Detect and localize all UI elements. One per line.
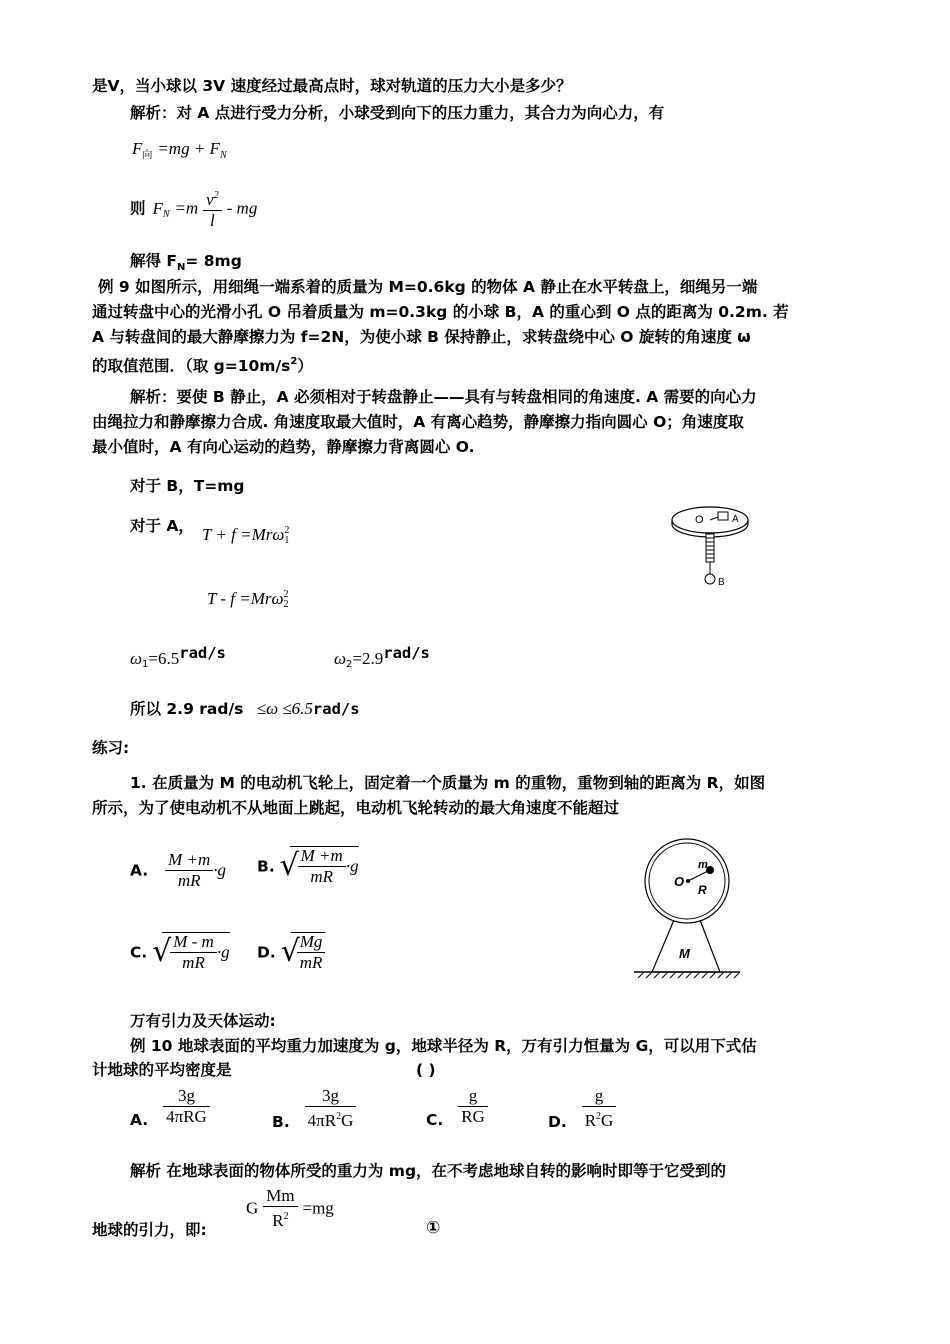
eq-prefix: 则 — [130, 199, 146, 218]
frac-num: 3g — [305, 1086, 357, 1107]
option-letter: C. — [130, 943, 148, 962]
option-fraction — [165, 850, 213, 891]
equation-a1 — [202, 524, 289, 546]
equation-a2 — [207, 588, 289, 610]
eq-sup: 2 — [284, 524, 290, 536]
frac-den: mR — [310, 867, 334, 886]
frac-den-sup: 2 — [596, 1111, 602, 1122]
eq-sub: N — [162, 209, 170, 220]
option-letter: D. — [257, 943, 276, 962]
option-d — [257, 932, 325, 973]
result-text: 解得 F — [130, 252, 177, 270]
option-b — [257, 846, 359, 887]
practice-q1-line-1: 1. 在质量为 M 的电动机飞轮上，固定着一个质量为 m 的重物，重物到轴的距离为 R，如图 — [130, 774, 766, 792]
block-a — [718, 512, 728, 520]
practice-q1-line-2: 所示，为了使电动机不从地面上跳起，电动机飞轮转动的最大角速度不能超过 — [92, 799, 620, 817]
analysis9-line-3: 最小值时，A 有向心运动的趋势，静摩擦力背离圆心 O. — [92, 438, 475, 456]
eq-mid: =m — [174, 198, 199, 218]
eq-text: T + f =Mrω — [202, 525, 285, 544]
choice-letter: D. — [548, 1113, 567, 1131]
frac-num: g — [458, 1086, 488, 1107]
eq-sub: 2 — [283, 598, 289, 610]
eq-rhs: =mg + F — [157, 139, 220, 158]
so-inequality: ≤ω ≤6.5 — [256, 699, 313, 718]
omega-unit: rad/s — [383, 644, 430, 662]
equation-normal-force — [130, 186, 257, 231]
omega-unit: rad/s — [179, 644, 226, 662]
answer-paren: ( ) — [416, 1061, 436, 1079]
frac-num: M +m — [298, 846, 346, 867]
choice-b — [272, 1086, 356, 1133]
example9-line-2: 通过转盘中心的光滑小孔 O 吊着质量为 m=0.3kg 的小球 B，A 的重心到 O 点的距离为 0.2m. 若 — [92, 303, 789, 321]
example9-line-4 — [92, 351, 313, 377]
choice-c — [426, 1086, 488, 1131]
example10-line-2: 计地球的平均密度是 — [92, 1061, 232, 1079]
frac-den-end: G — [601, 1111, 614, 1130]
omega1-result — [130, 642, 226, 676]
result-tail: = 8mg — [185, 252, 242, 270]
eq-lhs: F — [132, 139, 143, 158]
eq-sub: 向 — [142, 150, 153, 161]
axis-dot — [686, 879, 690, 883]
eq-sup: 2 — [283, 588, 289, 600]
omega-sub: 2 — [346, 659, 353, 670]
option-tail: ·g — [213, 860, 227, 880]
option-c — [130, 932, 230, 973]
label-o: O — [674, 874, 685, 889]
omega-value: =6.5 — [148, 649, 180, 668]
analysis9-line-2: 由绳拉力和静摩擦力合成. 角速度取最大值时，A 有离心趋势，静摩擦力指向圆心 O；角速度取 — [92, 413, 744, 431]
eq-lhs: F — [152, 198, 163, 218]
so-unit: rad/s — [312, 700, 360, 718]
omega-sub: 1 — [142, 659, 149, 670]
frac-num: M +m — [165, 850, 213, 871]
for-b-line: 对于 B，T=mg — [130, 477, 245, 495]
choice-fraction — [163, 1086, 210, 1127]
result-line — [130, 250, 242, 279]
frac-den-sup: 2 — [336, 1111, 342, 1122]
frac-den: R — [584, 1111, 597, 1130]
example9-line-3: A 与转盘间的最大静摩擦力为 f=2N，为使小球 B 保持静止，求转盘绕中心 O 旋转的角速度 ω — [92, 328, 751, 346]
frac-den: R — [272, 1211, 284, 1230]
frac-num: Mg — [297, 932, 326, 953]
choice-letter: C. — [426, 1111, 444, 1129]
ex9-text: 的取值范围．（取 g=10m/s — [92, 357, 291, 375]
eq-num-sup: 2 — [213, 190, 219, 201]
option-tail: ·g — [345, 856, 359, 876]
label-a: A — [732, 514, 739, 525]
frac-den: mR — [299, 953, 323, 972]
so-line — [130, 698, 360, 720]
eq-fraction — [263, 1186, 297, 1231]
option-a — [130, 850, 226, 891]
label-o: O — [695, 514, 704, 526]
label-motor-m: M — [679, 946, 690, 961]
frac-num: g — [582, 1086, 617, 1107]
omega2-result — [334, 642, 430, 676]
text-line-1: 是V，当小球以 3V 速度经过最高点时，球对轨道的压力大小是多少？ — [92, 77, 572, 95]
choice-d — [548, 1086, 616, 1133]
eq-rhs: =mg — [302, 1198, 334, 1218]
for-a-label: 对于 A， — [130, 517, 194, 535]
ex9-text-end: ） — [297, 357, 313, 375]
ground-hatch — [638, 972, 740, 978]
turntable-figure — [668, 500, 778, 595]
omega-symbol: ω — [334, 649, 347, 668]
omega-value: =2.9 — [352, 649, 384, 668]
eq-tail: - mg — [226, 198, 258, 218]
option-letter: B. — [257, 857, 275, 876]
example10-line-1: 例 10 地球表面的平均重力加速度为 g，地球半径为 R，万有引力恒量为 G，可以用下式估 — [130, 1037, 757, 1055]
sqrt-symbol: √ $\frac{Mg}{mR}$ — [281, 932, 326, 973]
frac-den-sup: 2 — [283, 1211, 289, 1222]
analysis10-line-1: 解析 在地球表面的物体所受的重力为 mg，在不考虑地球自转的影响时即等于它受到的 — [130, 1162, 727, 1180]
choice-fraction — [582, 1086, 617, 1131]
label-r: R — [698, 883, 707, 897]
analysis10-line-2: 地球的引力，即: — [92, 1221, 207, 1239]
choice-letter: B. — [272, 1113, 290, 1131]
frac-den-end: G — [341, 1111, 354, 1130]
so-text: 所以 2.9 rad/s — [130, 700, 244, 718]
eq-text: T - f =Mrω — [207, 589, 284, 608]
label-b: B — [718, 577, 725, 588]
analysis9-line-1: 解析：要使 B 静止，A 必须相对于转盘静止——具有与转盘相同的角速度. A 需要的向心力 — [130, 388, 757, 406]
frac-den: mR — [177, 871, 201, 890]
omega-symbol: ω — [130, 649, 143, 668]
sqrt-symbol: √ $\frac{M +m}{mR}$ ·g — [279, 846, 359, 886]
gravity-equation — [246, 1186, 334, 1231]
flywheel-figure — [632, 838, 742, 986]
choice-fraction — [305, 1086, 357, 1131]
label-m: m — [698, 859, 708, 871]
frac-num: M - m — [170, 932, 217, 953]
equation-centripetal — [132, 138, 227, 167]
frac-den: 4πR — [307, 1111, 337, 1130]
frac-den: RG — [461, 1107, 485, 1126]
eq-num: v — [206, 190, 214, 209]
example9-line-1: 例 9 如图所示，用细绳一端系着的质量为 M=0.6kg 的物体 A 静止在水平转盘上，细绳另一端 — [98, 278, 758, 296]
practice-title: 练习: — [92, 739, 130, 757]
ex9-sup: 2 — [290, 356, 298, 367]
option-letter: A. — [130, 861, 149, 880]
eq-sub: 1 — [284, 534, 290, 546]
choice-letter: A. — [130, 1111, 149, 1129]
choice-a — [130, 1086, 210, 1131]
option-tail: ·g — [216, 942, 230, 962]
frac-num: Mm — [263, 1186, 297, 1207]
frac-den: mR — [182, 953, 205, 972]
sqrt-symbol: √ $\frac{M - m}{mR}$ ·g — [152, 932, 230, 972]
gravity-title: 万有引力及天体运动: — [130, 1012, 276, 1030]
eq-g: G — [246, 1198, 259, 1218]
result-sub: N — [177, 262, 186, 273]
frac-den: 4πRG — [166, 1107, 207, 1126]
frac-num: 3g — [163, 1086, 210, 1107]
choice-fraction — [458, 1086, 488, 1127]
ball-b — [705, 574, 715, 584]
eq-rhs-sub: N — [219, 150, 227, 161]
eq-fraction — [203, 186, 222, 231]
text-analysis-line: 解析：对 A 点进行受力分析，小球受到向下的压力重力，其合力为向心力，有 — [130, 104, 665, 122]
circled-one: ① — [426, 1218, 441, 1238]
eq-den: l — [210, 211, 215, 230]
